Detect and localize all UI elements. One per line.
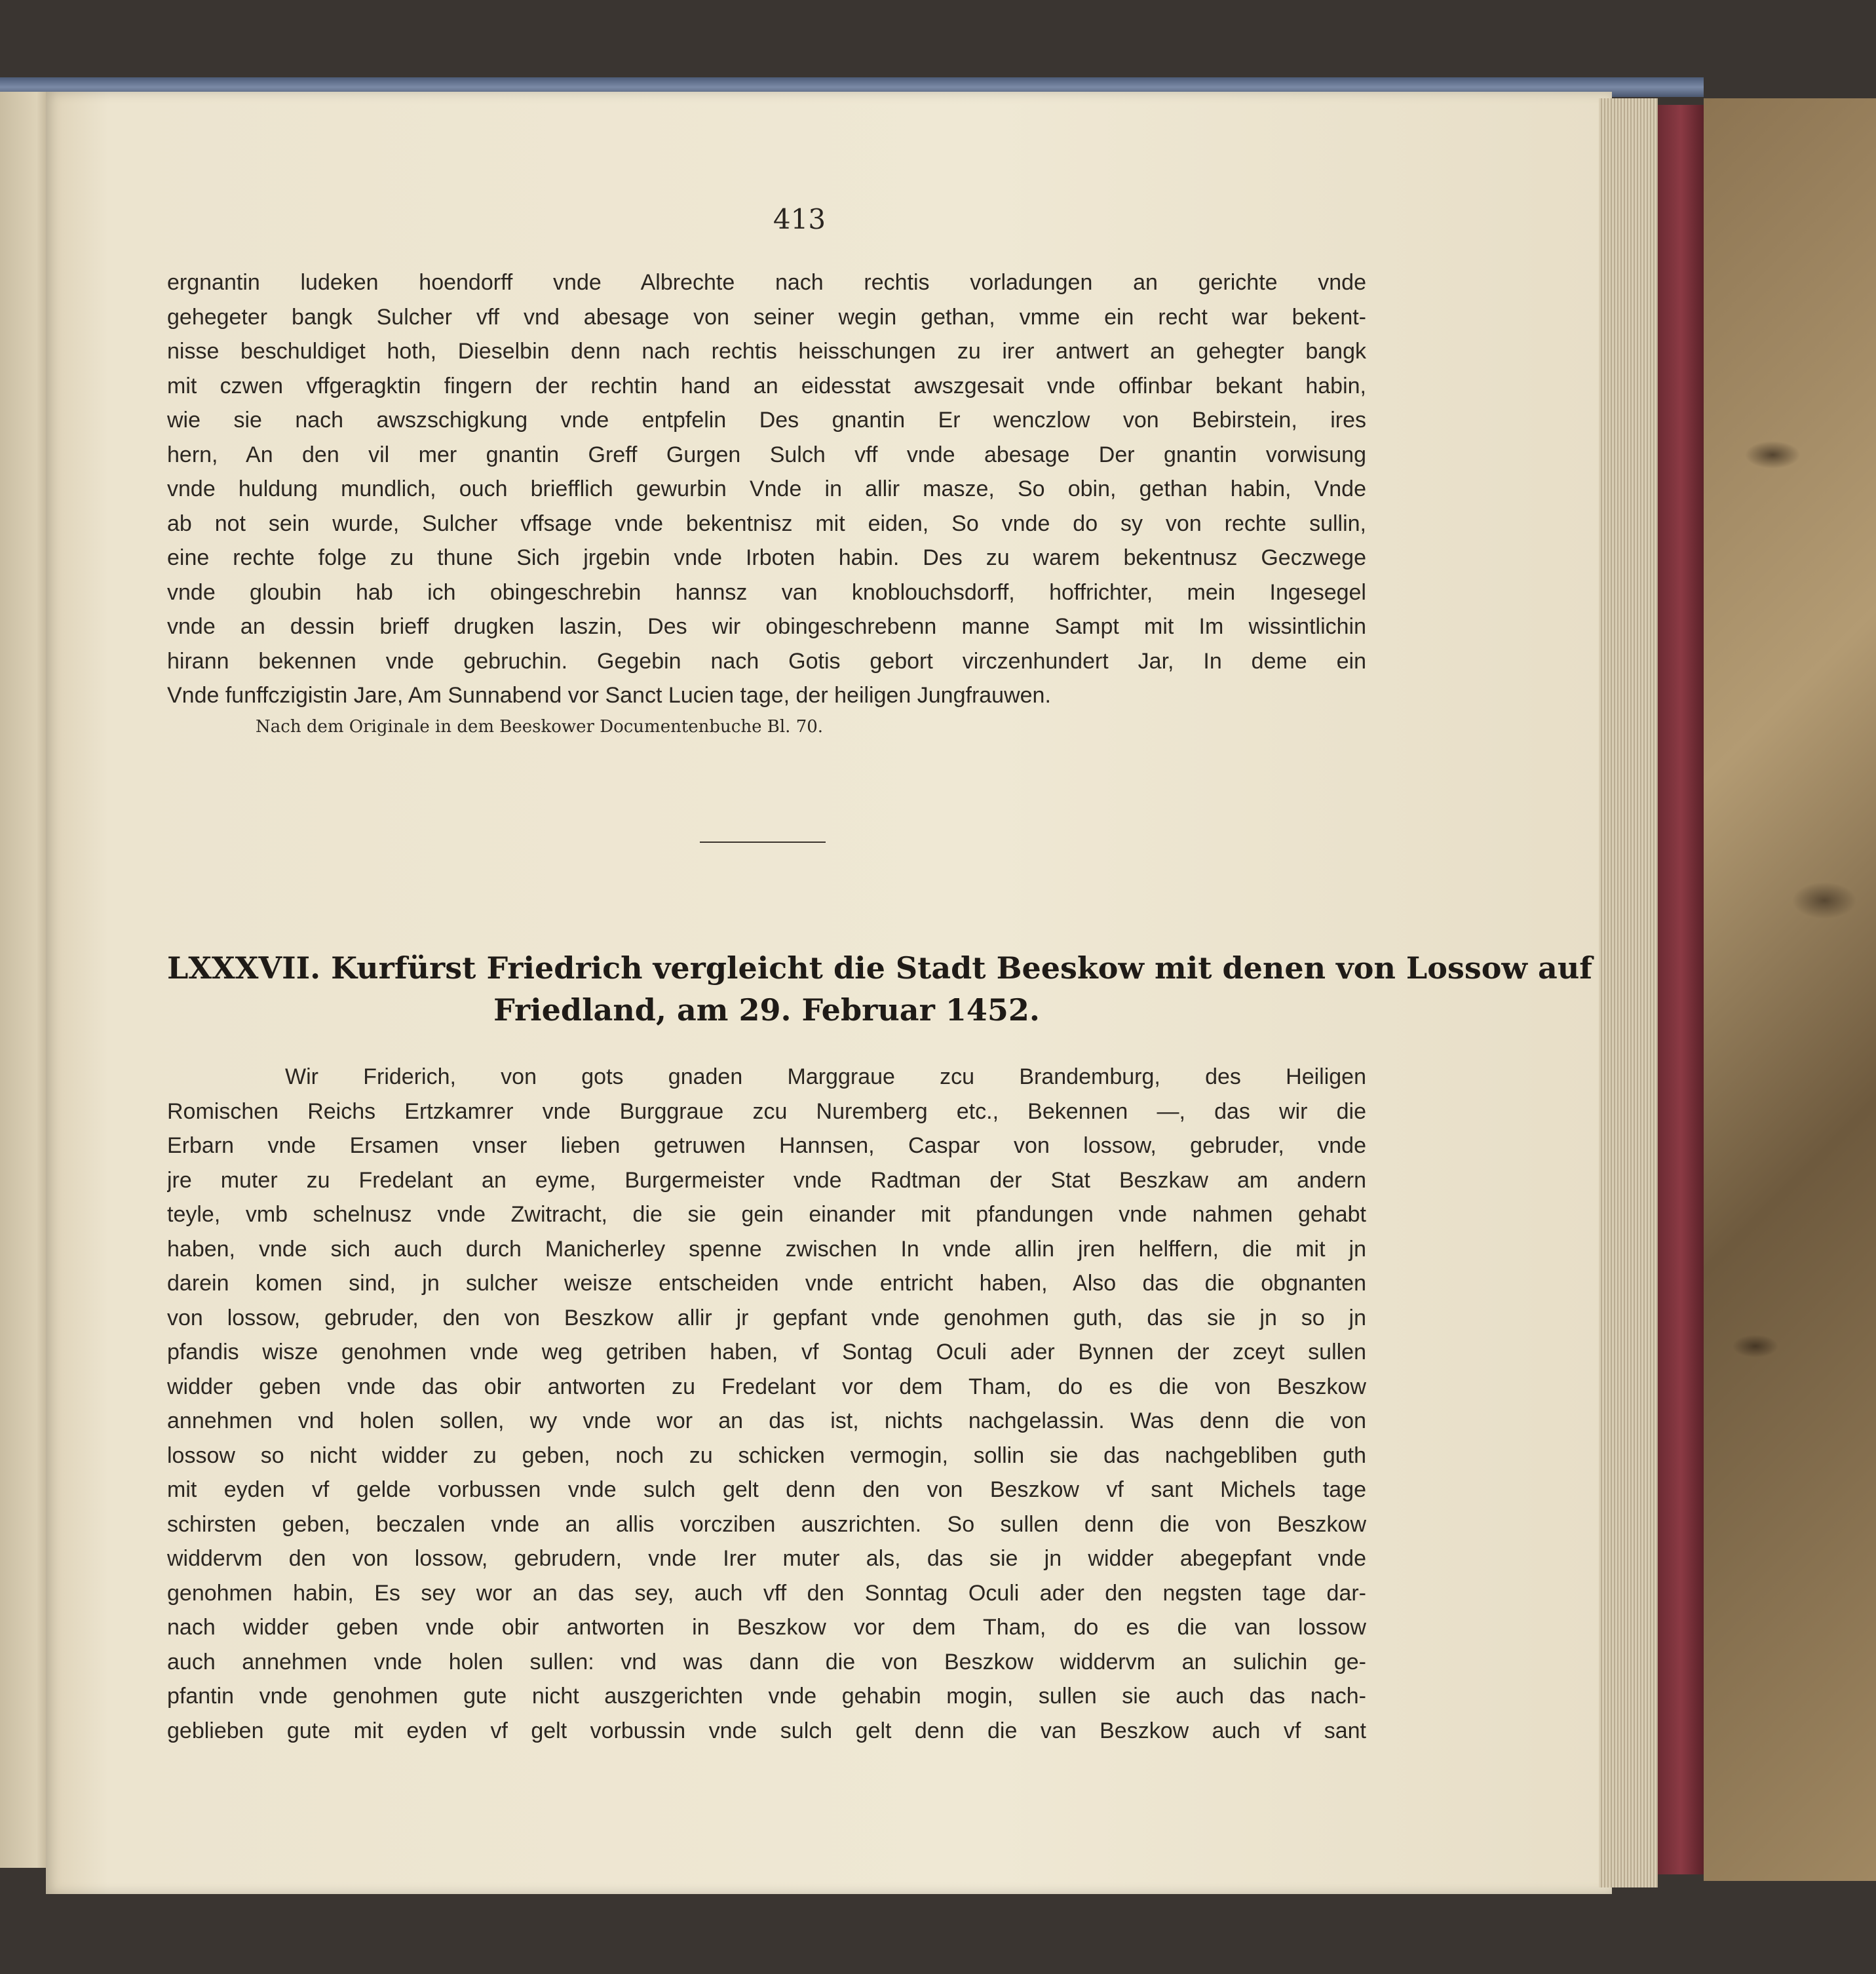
facing-page-edge [0, 92, 52, 1868]
text-line: hirann bekennen vnde gebruchin. Gegebin nach Gotis gebort virczenhundert Jar, In deme ein [167, 648, 1366, 674]
text-line: ab not sein wurde, Sulcher vffsage vnde bekentnisz mit eiden, So vnde do sy von rechte sullin, [167, 511, 1366, 536]
top-paragraph [167, 265, 1366, 713]
text-line: Romischen Reichs Ertzkamrer vnde Burggraue zcu Nuremberg etc., Bekennen —, das wir die [167, 1098, 1366, 1124]
text-line: widdervm den von lossow, gebrudern, vnde Irer muter als, das sie jn widder abegepfant vnde [167, 1546, 1366, 1571]
text-line: pfantin vnde genohmen gute nicht auszgerichten vnde gehabin mogin, sullen sie auch das nach- [167, 1684, 1366, 1709]
section-title-line-1: Kurfürst Friedrich vergleicht die Stadt Beeskow mit denen von Lossow auf [331, 950, 1593, 986]
text-line: annehmen vnd holen sollen, wy vnde wor an das ist, nichts nachgelassin. Was denn die von [167, 1408, 1366, 1433]
text-line: lossow so nicht widder zu geben, noch zu schicken vermogin, sollin sie das nachgebliben guth [167, 1442, 1366, 1468]
section-title-line-2: Friedland, am 29. Februar 1452. [493, 992, 1040, 1028]
document-body [167, 1060, 1366, 1748]
text-line: Erbarn vnde Ersamen vnser lieben getruwen Hannsen, Caspar von lossow, gebruder, vnde [167, 1133, 1366, 1158]
text-line: geblieben gute mit eyden vf gelt vorbussin vnde sulch gelt denn die van Beszkow auch vf sant [167, 1718, 1366, 1743]
text-line: schirsten geben, beczalen vnde an allis vorcziben auszrichten. So sullen denn die von Beszkow [167, 1511, 1366, 1537]
text-line: genohmen habin, Es sey wor an das sey, auch vff den Sonntag Oculi ader den negsten tage dar- [167, 1580, 1366, 1606]
text-line: mit eyden vf gelde vorbussen vnde sulch gelt denn den von Beszkow vf sant Michels tage [167, 1477, 1366, 1502]
text-line: vnde an dessin brieff drugken laszin, Des wir obingeschrebenn manne Sampt mit Im wissintlichin [167, 614, 1366, 639]
text-line: pfandis wisze genohmen vnde weg getriben haben, vf Sontag Oculi ader Bynnen der zceyt sullen [167, 1340, 1366, 1364]
section-heading [167, 947, 1593, 1031]
section-numeral: LXXXVII. [167, 950, 321, 986]
text-line: haben, vnde sich auch durch Manicherley spenne zwischen In vnde allin jren helffern, die mit jn [167, 1236, 1366, 1262]
text-line: nisse beschuldiget hoth, Dieselbin denn nach rechtis heisschungen zu irer antwert an gehegter bangk [167, 339, 1366, 364]
text-line: auch annehmen vnde holen sullen: vnd was dann die von Beszkow widdervm an sulichin ge- [167, 1649, 1366, 1674]
text-line: mit czwen vffgeragktin fingern der rechtin hand an eidesstat awszgesait vnde offinbar bekant habin, [167, 373, 1366, 398]
page-number: 413 [773, 203, 826, 235]
text-line: hern, An den vil mer gnantin Greff Gurgen Sulch vff vnde abesage Der gnantin vorwisung [167, 442, 1366, 467]
text-line: teyle, vmb schelnusz vnde Zwitracht, die sie gein einander mit pfandungen vnde nahmen gehabt [167, 1202, 1366, 1227]
heading-line-1 [167, 947, 1593, 989]
section-divider [700, 842, 826, 843]
text-line: vnde huldung mundlich, ouch briefflich gewurbin Vnde in allir masze, So obin, gethan habin, Vnde [167, 476, 1366, 501]
text-line: wie sie nach awszschigkung vnde entpfelin Des gnantin Er wenczlow von Bebirstein, ires [167, 408, 1366, 433]
text-line: ergnantin ludeken hoendorff vnde Albrechte nach rechtis vorladungen an gerichte vnde [167, 270, 1366, 295]
text-line: darein komen sind, jn sulcher weisze entscheiden vnde entricht haben, Also das die obgnanten [167, 1271, 1366, 1296]
text-line: Wir Friderich, von gots gnaden Marggraue zcu Brandemburg, des Heiligen [285, 1064, 1366, 1089]
text-line: vnde gloubin hab ich obingeschrebin hannsz van knoblouchsdorff, hoffrichter, mein Ingesegel [167, 579, 1366, 605]
text-line: eine rechte folge zu thune Sich jrgebin vnde Irboten habin. Des zu warem bekentnusz Geczwege [167, 545, 1366, 570]
text-line: nach widder geben vnde obir antworten in Beszkow vor dem Tham, do es die van lossow [167, 1615, 1366, 1640]
binding-cloth [1658, 105, 1704, 1874]
text-line: jre muter zu Fredelant an eyme, Burgermeister vnde Radtman der Stat Beszkaw am andern [167, 1167, 1366, 1193]
source-note: Nach dem Originale in dem Beeskower Documentenbuche Bl. 70. [256, 717, 824, 737]
text-line: gehegeter bangk Sulcher vff vnd abesage von seiner wegin gethan, vmme ein recht war bekent- [167, 304, 1366, 330]
text-line: widder geben vnde das obir antworten zu Fredelant vor dem Tham, do es die von Beszkow [167, 1374, 1366, 1399]
text-line: Vnde funffczigistin Jare, Am Sunnabend vor Sanct Lucien tage, der heiligen Jungfrauwen. [167, 683, 1051, 708]
page-stack-edge [1599, 98, 1658, 1887]
text-line: von lossow, gebruder, den von Beszkow allir jr gepfant vnde genohmen guth, das sie jn so jn [167, 1305, 1366, 1330]
marbled-board [1704, 98, 1876, 1881]
